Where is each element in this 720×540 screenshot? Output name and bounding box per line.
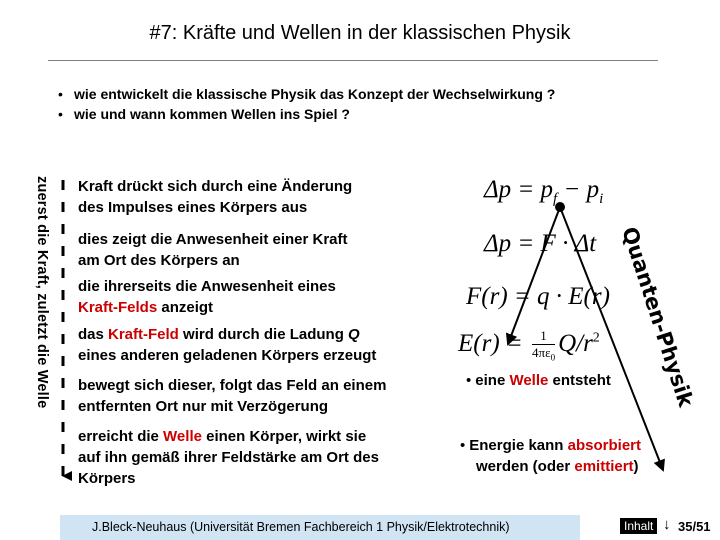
item-6-line-2: auf ihn gemäß ihrer Feldstärke am Ort des bbox=[78, 449, 379, 466]
right-bullet-2-pre: Energie kann bbox=[469, 437, 568, 454]
item-4-mid: wird durch die Ladung bbox=[178, 326, 349, 343]
emittiert-highlight: emittiert bbox=[574, 458, 634, 475]
vertical-label: zuerst die Kraft, zuletzt die Welle bbox=[34, 176, 50, 409]
item-5-line-2: entfernten Ort nur mit Verzögerung bbox=[78, 398, 329, 415]
item-6-pre: erreicht die bbox=[78, 428, 164, 445]
item-2-line-1: dies zeigt die Anwesenheit einer Kraft bbox=[78, 231, 348, 248]
formula-1-b: − p bbox=[557, 176, 600, 203]
formula-4-sup: 2 bbox=[592, 330, 600, 346]
formula-1-a: Δp = p bbox=[484, 176, 554, 203]
absorbiert-highlight: absorbiert bbox=[567, 437, 641, 454]
item-4-pre: das bbox=[78, 326, 109, 343]
quanten-physik-label: Quanten-Physik bbox=[617, 224, 698, 410]
right-bullet-1-rest: entsteht bbox=[548, 372, 611, 389]
item-6-line-3: Körpers bbox=[78, 470, 136, 487]
formula-4-rhs: Q/r bbox=[558, 330, 593, 358]
formula-4-lhs: E(r) = bbox=[458, 330, 530, 358]
item-5-line-1: bewegt sich dieser, folgt das Feld an einem bbox=[78, 377, 387, 394]
bullet-dot: • bbox=[460, 437, 466, 454]
formula-arrow bbox=[508, 207, 560, 344]
formula-impulse: Δp = F · Δt bbox=[484, 230, 597, 257]
right-bullet-2-line2-pre: werden (oder bbox=[476, 458, 575, 475]
right-bullet-2-line-2 bbox=[460, 456, 641, 477]
item-4-line-2: eines anderen geladenen Körpers erzeugt bbox=[78, 347, 377, 364]
intro-bullet-1: • wie entwickelt die klassische Physik das Konzept der Wechselwirkung ? bbox=[58, 84, 555, 104]
nav-down-arrow-icon[interactable]: ↓ bbox=[663, 516, 671, 533]
intro-bullet-2: • wie und wann kommen Wellen ins Spiel ? bbox=[58, 104, 555, 124]
formula-force-field: F(r) = q · E(r) bbox=[466, 283, 610, 310]
fraction-den-sub: 0 bbox=[550, 352, 556, 363]
item-2-line-2: am Ort des Körpers an bbox=[78, 252, 240, 269]
coulomb-fraction bbox=[532, 328, 555, 363]
formula-coulomb bbox=[458, 328, 600, 363]
item-6-rest: einen Körper, wirkt sie bbox=[201, 428, 367, 445]
right-bullet-welle bbox=[466, 370, 611, 391]
charge-symbol: Q bbox=[348, 326, 360, 343]
bullet-dot: • bbox=[466, 372, 472, 389]
right-bullet-2-line2-post: ) bbox=[633, 458, 639, 475]
item-3-line-1: die ihrerseits die Anwesenheit eines bbox=[78, 278, 336, 295]
welle-highlight: Welle bbox=[163, 428, 202, 445]
fraction-numerator: 1 bbox=[532, 328, 555, 345]
kraft-feld-highlight: Kraft-Feld bbox=[108, 326, 179, 343]
right-bullet-energie bbox=[460, 435, 641, 477]
page-number: 35/51 bbox=[678, 519, 711, 534]
welle-highlight-right: Welle bbox=[509, 372, 549, 389]
formula-1-sub-f: f bbox=[553, 191, 558, 207]
item-3-line-2-rest: anzeigt bbox=[157, 299, 214, 316]
formula-1-sub-i: i bbox=[599, 191, 604, 207]
fraction-denominator: 4πε bbox=[532, 345, 551, 360]
slide-title: #7: Kräfte und Wellen in der klassischen Physik bbox=[149, 22, 571, 44]
item-1-line-2: des Impulses eines Körpers aus bbox=[78, 199, 308, 216]
kraft-felds-highlight: Kraft-Felds bbox=[78, 299, 158, 316]
footer-bar: J.Bleck-Neuhaus (Universität Bremen Fachbereich 1 Physik/Elektrotechnik) bbox=[60, 515, 580, 540]
nav-inhalt-link[interactable]: Inhalt bbox=[620, 518, 657, 534]
item-1-line-1: Kraft drückt sich durch eine Änderung bbox=[78, 178, 353, 195]
formula-momentum-change bbox=[484, 176, 603, 208]
right-bullet-2-line-1 bbox=[460, 435, 641, 456]
right-bullet-1-pre: eine bbox=[475, 372, 510, 389]
